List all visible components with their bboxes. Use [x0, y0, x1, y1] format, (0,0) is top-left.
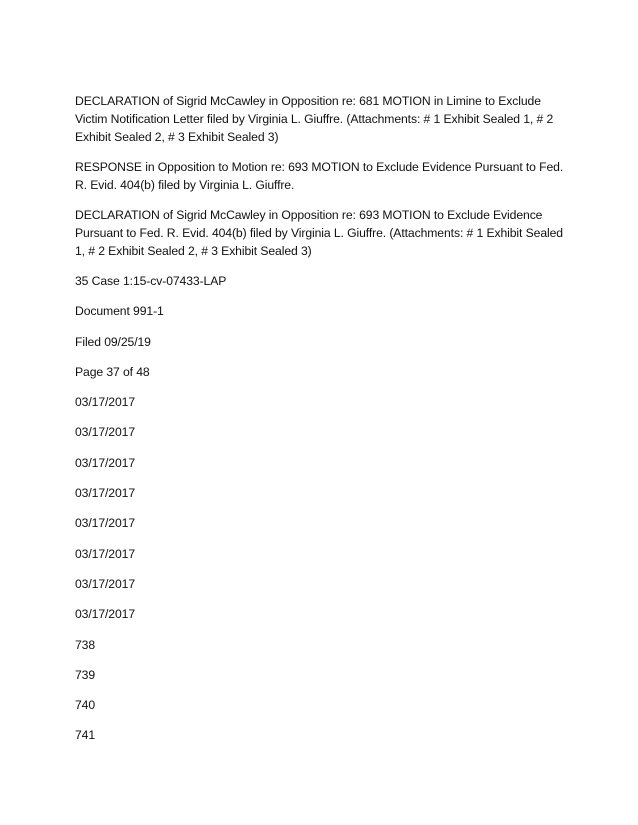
- entry-text-2: RESPONSE in Opposition to Motion re: 693 MOTION to Exclude Evidence Pursuant to Fed. R. Evid. 404(b) filed by Virginia L. Giuffre.: [75, 160, 564, 192]
- entry-text-3: DECLARATION of Sigrid McCawley in Opposition re: 693 MOTION to Exclude Evidence Pursuant to Fed. R. Evid. 404(b) filed by Virginia L. Giuffre. (Attachments: # 1 Exhibit Sealed 1, # 2 Exhibit Sealed 2, # 3 Exhibit Sealed 3): [75, 208, 563, 258]
- docket-number: 739: [75, 667, 96, 682]
- docket-number: 738: [75, 637, 96, 652]
- case-number: 35 Case 1:15-cv-07433-LAP: [75, 274, 227, 288]
- document-page: [75, 92, 565, 757]
- date-entry: 03/17/2017: [75, 516, 135, 531]
- docket-number: 741: [75, 728, 96, 743]
- date-entry: 03/17/2017: [75, 395, 135, 410]
- date-entry: 03/17/2017: [75, 486, 135, 501]
- date-entry: 03/17/2017: [75, 546, 135, 561]
- document-number: Document 991-1: [75, 304, 164, 319]
- date-entry: 03/17/2017: [75, 425, 135, 440]
- filed-date: Filed 09/25/19: [75, 334, 151, 349]
- date-entry: 03/17/2017: [75, 607, 135, 622]
- date-entry: 03/17/2017: [75, 576, 135, 591]
- entry-text-1: DECLARATION of Sigrid McCawley in Opposition re: 681 MOTION in Limine to Exclude Victim Notification Letter filed by Virginia L. Giuffre. (Attachments: # 1 Exhibit Sealed 1, # 2 Exhibit Sealed 2, # 3 Exhibit Sealed 3): [75, 94, 554, 144]
- docket-number: 740: [75, 698, 96, 713]
- page-indicator: Page 37 of 48: [75, 364, 150, 379]
- date-entry: 03/17/2017: [75, 455, 135, 470]
